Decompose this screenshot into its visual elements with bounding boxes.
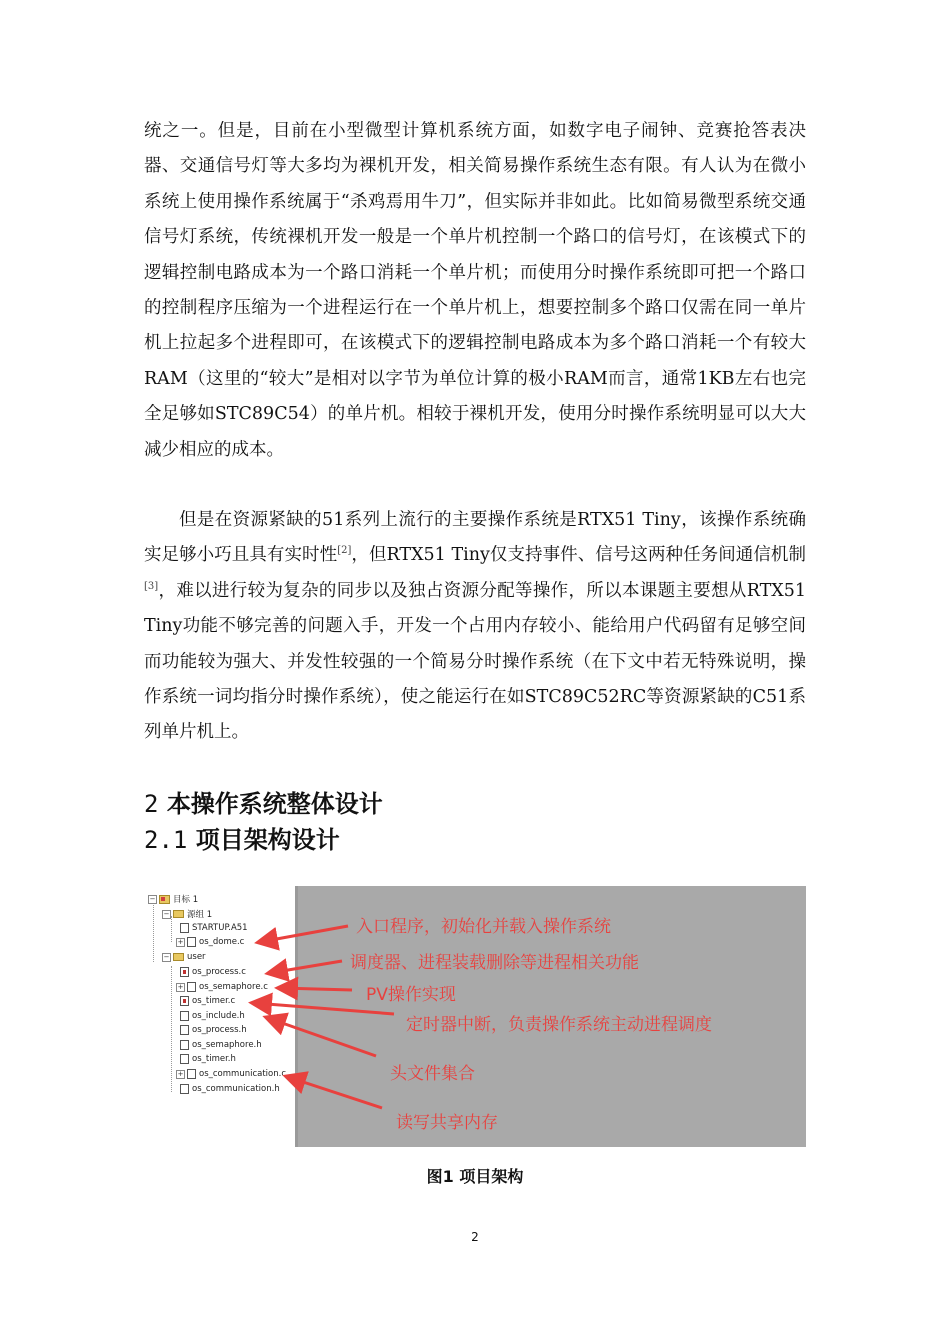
arrow-scheduler [270, 961, 342, 973]
tree-group-label: 源组 1 [187, 910, 213, 920]
subsection-title: 项目架构设计 [195, 826, 340, 854]
section-title: 本操作系统整体设计 [166, 790, 383, 818]
paragraph-2 [144, 503, 806, 751]
paragraph-2-part-3: ，难以进行较为复杂的同步以及独占资源分配等操作，所以本课题主要想从RTX51 Tiny功能不够完善的问题入手，开发一个占用内存较小、能给用户代码留有足够空间而功能较为强大、并发性较强的一个简易分时操作系统（在下文中若无特殊说明，操作系统一词均指分时操作系统），使之能运行在如STC89C52RC等资源紧缺的C51系列单片机上。 [144, 580, 806, 743]
tree-file-label: os_communication.h [192, 1084, 280, 1094]
tree-file-label: STARTUP.A51 [192, 923, 248, 933]
tree-file-label: os_process.h [192, 1025, 247, 1035]
tree-file-label: os_semaphore.h [192, 1040, 262, 1050]
tree-file-label: os_timer.h [192, 1054, 236, 1064]
figure-caption: 图1 项目架构 [426, 1167, 524, 1186]
annotation-entry: 入口程序，初始化并载入操作系统 [356, 917, 611, 937]
annotation-headers: 头文件集合 [390, 1064, 475, 1084]
citation-3: [3] [144, 580, 159, 592]
annotation-scheduler: 调度器、进程装载删除等进程相关功能 [350, 953, 639, 973]
arrow-pv [280, 988, 352, 990]
section-heading [144, 784, 383, 819]
arrow-headers [268, 1018, 376, 1056]
section-number: 2 [144, 790, 159, 818]
subsection-heading [144, 820, 340, 855]
page-number: 2 [471, 1230, 479, 1244]
collapse-toggle-icon[interactable]: − [163, 909, 170, 918]
arrow-shm [288, 1077, 382, 1108]
tree-file-label: os_dome.c [199, 937, 245, 947]
arrow-entry [260, 926, 348, 942]
citation-2: [2] [337, 545, 352, 557]
paragraph-2-part-2: ，但RTX51 Tiny仅支持事件、信号这两种任务间通信机制 [351, 545, 806, 566]
collapse-toggle-icon[interactable]: − [149, 894, 156, 903]
collapse-toggle-icon[interactable]: − [163, 952, 170, 961]
expand-toggle-icon[interactable]: + [177, 982, 184, 991]
subsection-number: 2.1 [144, 826, 188, 854]
tree-group-label: user [187, 952, 206, 962]
annotation-pv: PV操作实现 [366, 985, 456, 1005]
tree-file-label: os_timer.c [192, 996, 236, 1006]
tree-file-label: os_semaphore.c [199, 982, 268, 992]
project-architecture-figure [144, 886, 806, 1147]
annotation-shm: 读写共享内存 [396, 1113, 498, 1133]
tree-root-label: 目标 1 [173, 895, 199, 905]
expand-toggle-icon[interactable]: + [177, 937, 184, 946]
annotation-timer: 定时器中断，负责操作系统主动进程调度 [406, 1015, 712, 1035]
tree-file-label: os_process.c [192, 967, 246, 977]
tree-file-label: os_communication.c [199, 1069, 286, 1079]
paragraph-2-part-1: 但是在资源紧缺的51系列上流行的主要操作系统是RTX51 Tiny，该操作系统确实足够小巧且具有实时性 [144, 510, 806, 566]
tree-file-label: os_include.h [192, 1011, 245, 1021]
expand-toggle-icon[interactable]: + [177, 1069, 184, 1078]
paragraph-1: 统之一。但是，目前在小型微型计算机系统方面，如数字电子闹钟、竞赛抢答表决器、交通信号灯等大多均为裸机开发，相关简易操作系统生态有限。有人认为在微小系统上使用操作系统属于“杀鸡焉用牛刀”，但实际并非如此。比如简易微型系统交通信号灯系统，传统裸机开发一般是一个单片机控制一个路口的信号灯，在该模式下的逻辑控制电路成本为一个路口消耗一个单片机；而使用分时操作系统即可把一个路口的控制程序压缩为一个进程运行在一个单片机上，想要控制多个路口仅需在同一单片机上拉起多个进程即可，在该模式下的逻辑控制电路成本为多个路口消耗一个有较大RAM（这里的“较大”是相对以字节为单位计算的极小RAM而言，通常1KB左右也完全足够如STC89C54）的单片机。相较于裸机开发，使用分时操作系统明显可以大大减少相应的成本。 [144, 121, 806, 460]
